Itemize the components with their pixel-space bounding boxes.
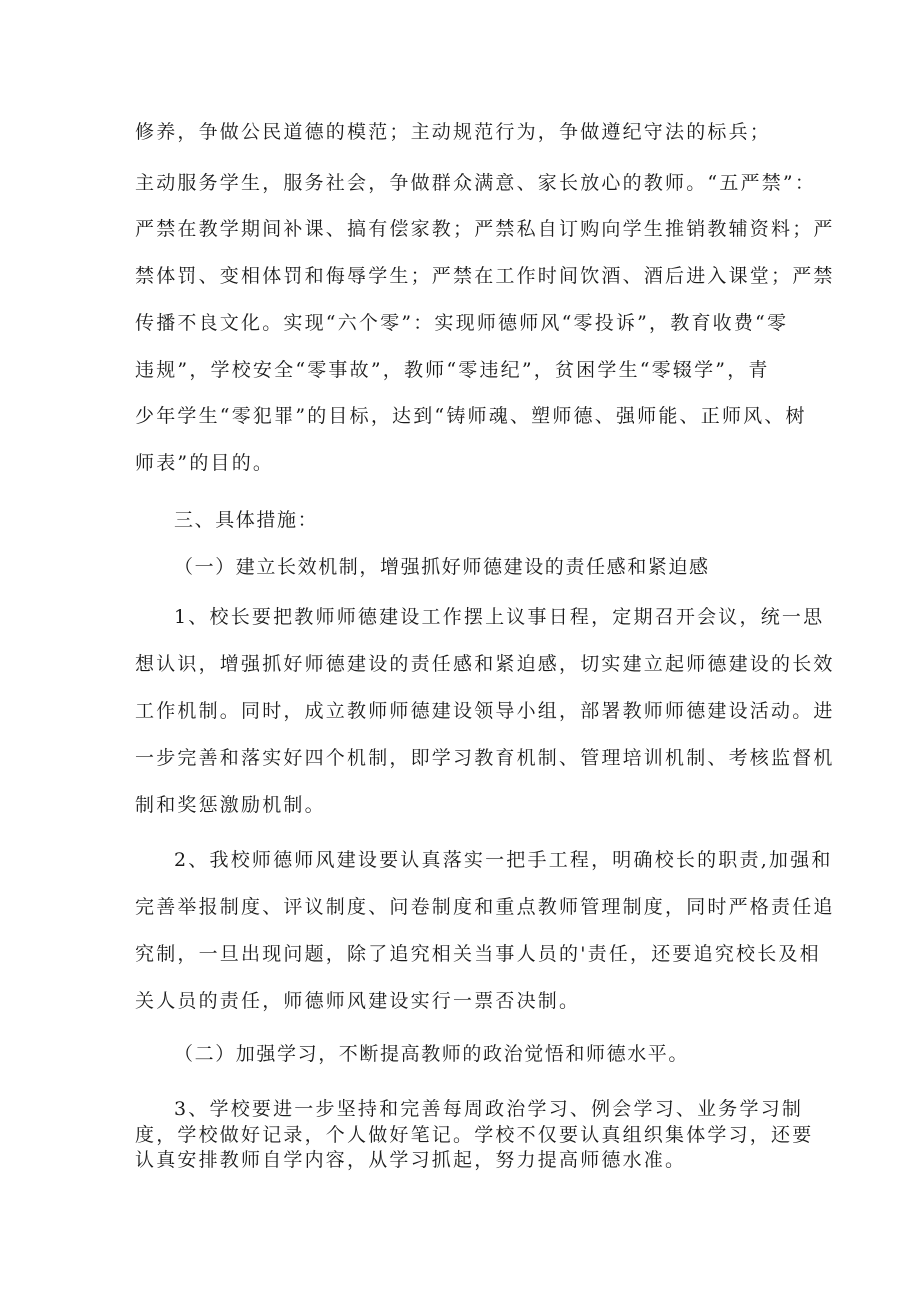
section-heading: 三、具体措施： <box>174 509 319 531</box>
text-line-8: 师表”的目的。 <box>135 452 275 474</box>
text-line-14: 一步完善和落实好四个机制，即学习教育机制、管理培训机制、考核监督机 <box>135 747 835 769</box>
subsection-heading-2: （二）加强学习，不断提高教师的政治觉悟和师德水平。 <box>174 1043 690 1065</box>
text-line-3: 严禁在教学期间补课、搞有偿家教；严禁私自订购向学生推销教辅资料；严 <box>135 218 835 240</box>
text-line-17: 完善举报制度、评议制度、问卷制度和重点教师管理制度，同时严格责任追 <box>135 896 835 918</box>
text-line-2: 主动服务学生，服务社会，争做群众满意、家长放心的教师。“五严禁”： <box>135 172 817 194</box>
text-line-7: 少年学生“零犯罪”的目标，达到“铸师魂、塑师德、强师能、正师风、树 <box>135 405 807 427</box>
text-line-18: 究制，一旦出现问题，除了追究相关当事人员的'责任，还要追究校长及相 <box>135 943 821 965</box>
text-line-22: 度，学校做好记录，个人做好笔记。学校不仅要认真组织集体学习，还要 <box>135 1124 814 1146</box>
text-line-1: 修养，争做公民道德的模范；主动规范行为，争做遵纪守法的标兵； <box>135 121 772 143</box>
text-line-23: 认真安排教师自学内容，从学习抓起，努力提高师德水准。 <box>135 1149 687 1171</box>
text-line-4: 禁体罚、变相体罚和侮辱学生；严禁在工作时间饮酒、酒后进入课堂；严禁 <box>135 265 835 287</box>
subsection-heading-1: （一）建立长效机制，增强抓好师德建设的责任感和紧迫感 <box>174 556 710 578</box>
text-line-11: 1、校长要把教师师德建设工作摆上议事日程，定期召开会议，统一思 <box>174 606 825 628</box>
text-line-21: 3、学校要进一步坚持和完善每周政治学习、例会学习、业务学习制 <box>174 1098 804 1120</box>
text-line-19: 关人员的责任，师德师风建设实行一票否决制。 <box>135 990 581 1012</box>
text-line-6: 违规”，学校安全“零事故”，教师“零违纪”，贫困学生“零辍学”，青 <box>135 359 770 381</box>
text-line-5: 传播不良文化。实现“六个零”：实现师德师风“零投诉”，教育收费“零 <box>135 312 789 334</box>
text-line-12: 想认识，增强抓好师德建设的责任感和紧迫感，切实建立起师德建设的长效 <box>135 653 835 675</box>
text-line-16: 2、我校师德师风建设要认真落实一把手工程，明确校长的职责,加强和 <box>174 849 833 871</box>
text-line-13: 工作机制。同时，成立教师师德建设领导小组，部署教师师德建设活动。进 <box>135 700 835 722</box>
text-line-15: 制和奖惩激励机制。 <box>135 794 326 816</box>
